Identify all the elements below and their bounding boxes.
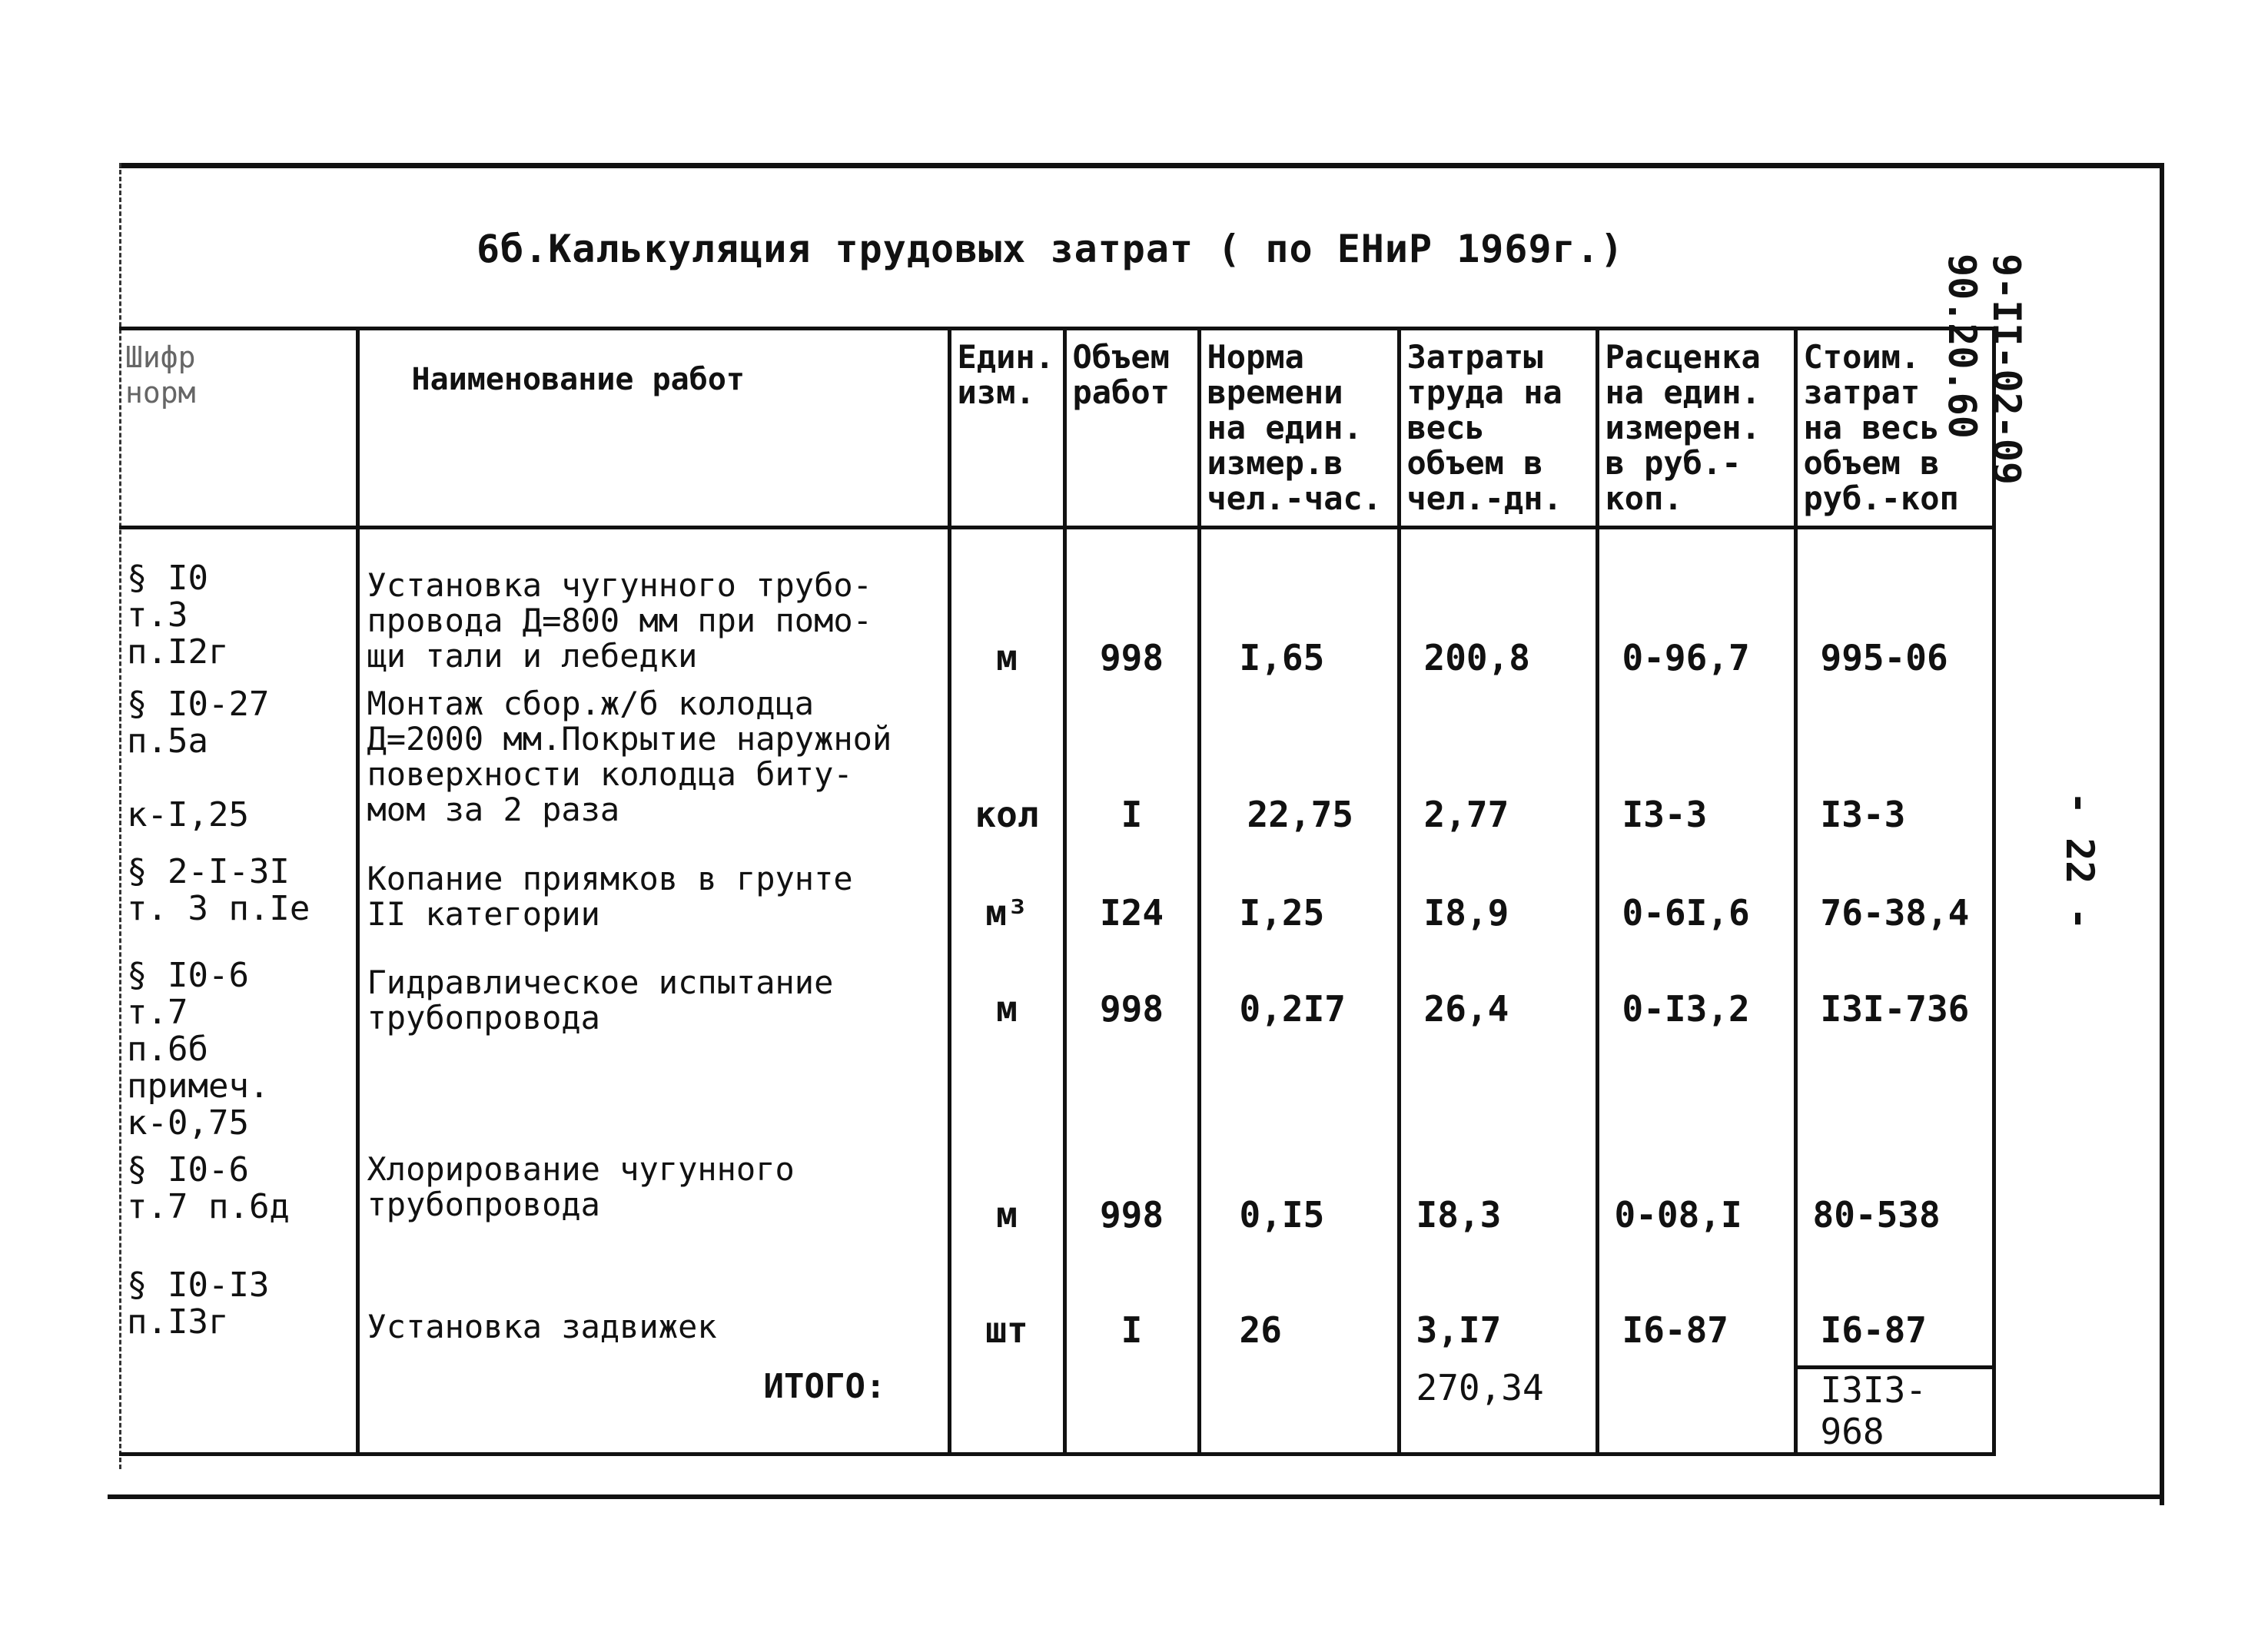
header-volume: Объем работ: [1064, 329, 1199, 528]
cell-cost: I6-87: [1795, 1263, 1994, 1367]
cell-cost: I3I-736: [1795, 950, 1994, 1148]
cell-name: Копание приямков в грунте II категории: [357, 846, 949, 950]
cell-unit: м³: [949, 846, 1064, 950]
cell-code: § I0 т.3 п.I2г: [119, 528, 357, 679]
total-cost: I3I3-968: [1795, 1367, 1994, 1454]
cell-labor: 26,4: [1399, 950, 1597, 1148]
cell-norm: 22,75: [1199, 678, 1399, 846]
table-header-row: [119, 329, 1994, 528]
cell-code: § I0-6 т.7 п.6д: [119, 1148, 357, 1263]
cell-volume: 998: [1064, 1148, 1199, 1263]
cell-name: Установка чугунного трубо- провода Д=800 мм при помо- щи тали и лебедки: [357, 528, 949, 679]
table-row: [119, 846, 1994, 950]
header-cost: Стоим. затрат на весь объем в руб.-коп: [1795, 329, 1994, 528]
cell-empty: [1597, 1367, 1795, 1454]
table-row: [119, 528, 1994, 679]
cell-rate: 0-6I,6: [1597, 846, 1795, 950]
cell-rate: 0-96,7: [1597, 528, 1795, 679]
side-code-line-1: 9-II-02-09: [1984, 254, 2029, 486]
cell-volume: I24: [1064, 846, 1199, 950]
cell-cost: 995-06: [1795, 528, 1994, 679]
cell-code: § I0-I3 п.I3г: [119, 1263, 357, 1367]
cell-rate: 0-08,I: [1597, 1148, 1795, 1263]
cell-empty: [119, 1367, 357, 1454]
cell-unit: м: [949, 1148, 1064, 1263]
cell-norm: 0,I5: [1199, 1148, 1399, 1263]
cell-volume: 998: [1064, 950, 1199, 1148]
cell-code: § 2-I-3I т. 3 п.Iе: [119, 846, 357, 950]
document-title: 6б.Калькуляция трудовых затрат ( по ЕНиР 1969г.): [477, 227, 1624, 271]
labor-cost-table: [119, 327, 1996, 1456]
cell-volume: 998: [1064, 528, 1199, 679]
cell-cost: 76-38,4: [1795, 846, 1994, 950]
header-name: Наименование работ: [357, 329, 949, 528]
cell-name: Гидравлическое испытание трубопровода: [357, 950, 949, 1148]
cell-unit: м: [949, 950, 1064, 1148]
cell-code: § I0-6 т.7 п.6б примеч. к-0,75: [119, 950, 357, 1148]
cell-name: Хлорирование чугунного трубопровода: [357, 1148, 949, 1263]
cell-norm: I,65: [1199, 528, 1399, 679]
cell-cost: 80-538: [1795, 1148, 1994, 1263]
cell-rate: I3-3: [1597, 678, 1795, 846]
cell-rate: I6-87: [1597, 1263, 1795, 1367]
cell-volume: I: [1064, 1263, 1199, 1367]
page-number: - 22 -: [2057, 791, 2102, 930]
header-code: Шифр норм: [119, 329, 357, 528]
cell-labor: I8,3: [1399, 1148, 1597, 1263]
cell-norm: 0,2I7: [1199, 950, 1399, 1148]
bottom-rule: [108, 1494, 2161, 1499]
cell-unit: шт: [949, 1263, 1064, 1367]
cell-labor: 200,8: [1399, 528, 1597, 679]
cell-name: Монтаж сбор.ж/б колодца Д=2000 мм.Покрытие наружной поверхности колодца биту- мом за 2 раза: [357, 678, 949, 846]
cell-rate: 0-I3,2: [1597, 950, 1795, 1148]
table-row: [119, 1148, 1994, 1263]
header-labor: Затраты труда на весь объем в чел.-дн.: [1399, 329, 1597, 528]
cell-norm: I,25: [1199, 846, 1399, 950]
cell-labor: I8,9: [1399, 846, 1597, 950]
cell-cost: I3-3: [1795, 678, 1994, 846]
header-norm: Норма времени на един. измер.в чел.-час.: [1199, 329, 1399, 528]
cell-code: § I0-27 п.5а к-I,25: [119, 678, 357, 846]
cell-unit: кол: [949, 678, 1064, 846]
cell-norm: 26: [1199, 1263, 1399, 1367]
cell-labor: 3,I7: [1399, 1263, 1597, 1367]
cell-empty: [1064, 1367, 1199, 1454]
cell-empty: [1199, 1367, 1399, 1454]
cell-labor: 2,77: [1399, 678, 1597, 846]
total-label: ИТОГО:: [357, 1367, 949, 1454]
table-row: [119, 678, 1994, 846]
header-rate: Расценка на един. измерен. в руб.- коп.: [1597, 329, 1795, 528]
table-total-row: [119, 1367, 1994, 1454]
table-row: [119, 950, 1994, 1148]
table-row: [119, 1263, 1994, 1367]
cell-name: Установка задвижек: [357, 1263, 949, 1367]
total-labor: 270,34: [1399, 1367, 1597, 1454]
header-unit: Един. изм.: [949, 329, 1064, 528]
cell-empty: [949, 1367, 1064, 1454]
side-code-line-2: 90.20.60: [1940, 254, 1984, 439]
cell-volume: I: [1064, 678, 1199, 846]
cell-unit: м: [949, 528, 1064, 679]
